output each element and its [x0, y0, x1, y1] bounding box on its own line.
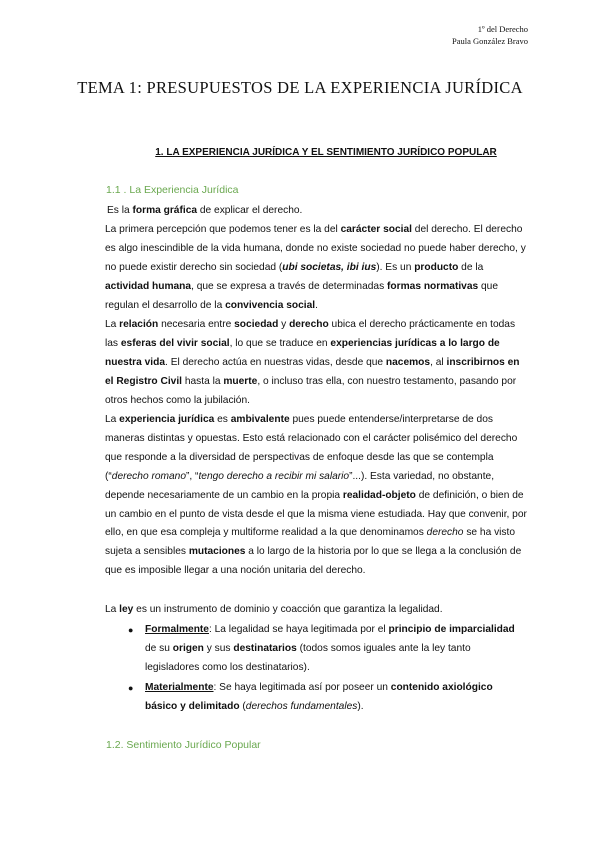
page-header — [452, 23, 528, 47]
paragraph-experiencia-juridica: La experiencia jurídica es ambivalente pues puede entenderse/interpretarse de dos maneras distintas y opuestas. Esto está relacionado con el carácter polisémico del derecho que responde a la diversidad de perspectivas de enfoque desde las que se contempla (“derecho romano”, “tengo derecho a recibir mi salario”...). Esta variedad, no obstante, depende necesariamente de un cambio en la propia realidad-objeto de definición, o bien de un cambio en el punto de vista desde el que la misma viene estudiada. Hay que convenir, por ello, en que esa compleja y multiforme realidad a la que denominamos derecho se ha visto sujeta a sensibles mutaciones a lo largo de la historia por lo que se llega a la conclusión de que es imposible llegar a una noción unitaria del derecho. — [105, 414, 527, 577]
section-heading: 1. LA EXPERIENCIA JURÍDICA Y EL SENTIMIENTO JURÍDICO POPULAR — [155, 147, 497, 158]
document-title: TEMA 1: PRESUPUESTOS DE LA EXPERIENCIA JURÍDICA — [77, 78, 523, 97]
header-author: Paula González Bravo — [452, 36, 528, 46]
header-course: 1º del Derecho — [477, 24, 528, 34]
paragraph-relacion: La relación necesaria entre sociedad y derecho ubica el derecho prácticamente en todas las esferas del vivir social, lo que se traduce en experiencias jurídicas a lo largo de nuestra vida. El derecho actúa en nuestras vidas, desde que nacemos, al inscribirnos en el Registro Civil hasta la muerte, o incluso tras ella, con nuestro testamento, pasando por otros hechos como la jubilación. — [105, 319, 520, 406]
subheading-experiencia: 1.1 . La Experiencia Jurídica — [106, 184, 239, 196]
bullet-materialmente: ● Materialmente: Se haya legitimada así por poseer un contenido axiológico básico y delimitado (derechos fundamentales). — [145, 679, 525, 717]
bullet-icon: ● — [128, 625, 134, 635]
paragraph-intro: Es la forma gráfica de explicar el derecho. — [107, 205, 303, 216]
paragraph-ley: La ley es un instrumento de dominio y coacción que garantiza la legalidad. — [105, 604, 443, 615]
bullet-icon: ● — [128, 683, 134, 693]
bullet-formalmente: ● Formalmente: La legalidad se haya legitimada por el principio de imparcialidad de su origen y sus destinatarios (todos somos iguales ante la ley tanto legisladores como los destinatarios). — [145, 621, 525, 678]
subheading-sentimiento: 1.2. Sentimiento Jurídico Popular — [106, 739, 261, 751]
paragraph-caracter-social: La primera percepción que podemos tener es la del carácter social del derecho. El derecho es algo inescindible de la vida humana, donde no existe sociedad no puede haber derecho, y no puede existir derecho sin sociedad (ubi societas, ibi ius). Es un producto de la actividad humana, que se expresa a través de determinadas formas normativas que regulan el desarrollo de la convivencia social. — [105, 224, 526, 311]
